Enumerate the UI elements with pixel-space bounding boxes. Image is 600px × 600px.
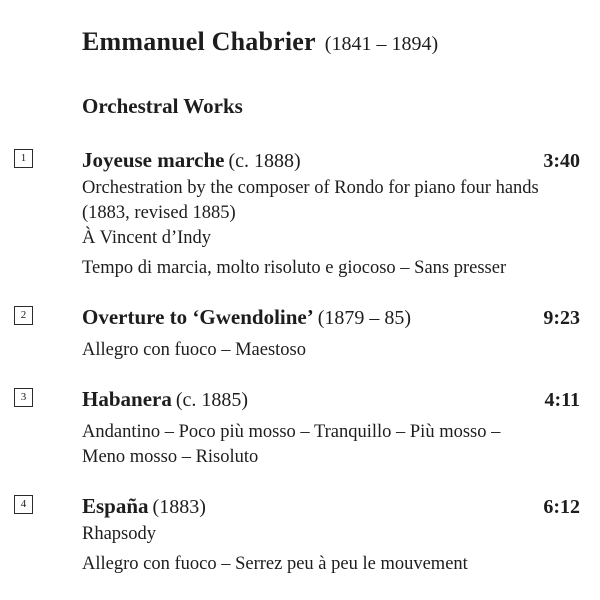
track-tempo-group: [82, 338, 580, 363]
track-title-group: [82, 304, 411, 333]
track-title-group: [82, 386, 248, 415]
track-tempo-group: [82, 552, 580, 577]
track-number-box: [14, 388, 33, 407]
composer-header: [82, 26, 580, 62]
track-tempo-line: Allegro con fuoco – Serrez peu à peu le mouvement: [82, 554, 468, 574]
track-number-box: [14, 495, 33, 514]
track-tempo-group: [82, 420, 580, 470]
track-dedication-line: À Vincent d’Indy: [82, 228, 212, 248]
track-row: [20, 304, 580, 363]
track-description-line: (1883, revised 1885): [82, 203, 236, 223]
track-description-line: Rhapsody: [82, 524, 156, 544]
track-tempo-line: Meno mosso – Risoluto: [82, 447, 259, 467]
track-tempo-line: Allegro con fuoco – Maestoso: [82, 340, 307, 360]
track-tempo-line: Andantino – Poco più mosso – Tranquillo – Più mosso –: [82, 422, 501, 442]
track-title: Habanera: [82, 387, 172, 411]
track-title-row: [82, 304, 580, 333]
track-duration: 9:23: [543, 307, 580, 329]
track-title: Joyeuse marche: [82, 148, 225, 172]
track-number: 3: [20, 391, 27, 403]
track-number: 4: [20, 498, 27, 510]
track-duration: 3:40: [543, 150, 580, 172]
track-description-line: Orchestration by the composer of Rondo for piano four hands: [82, 178, 539, 198]
track-tempo-line: Tempo di marcia, molto risoluto e giocoso – Sans presser: [82, 258, 507, 278]
track-title-note: (1883): [152, 496, 206, 518]
composer-name: Emmanuel Chabrier: [82, 27, 316, 56]
section-title: Orchestral Works: [82, 94, 243, 118]
track-tempo-group: [82, 256, 580, 281]
track-number: 1: [20, 152, 27, 164]
track-title-note: (c. 1888): [228, 150, 301, 172]
track-title-note: (1879 – 85): [317, 307, 412, 329]
track-duration: 4:11: [544, 389, 580, 411]
track-row: [20, 386, 580, 470]
track-title-row: [82, 147, 580, 176]
track-title-group: [82, 147, 301, 176]
track-number-box: [14, 306, 33, 325]
track-title-note: (c. 1885): [175, 389, 249, 411]
track-row: [20, 147, 580, 281]
track-title: España: [82, 494, 149, 518]
track-title-row: [82, 493, 580, 522]
composer-dates: (1841 – 1894): [324, 33, 439, 55]
track-duration: 6:12: [543, 496, 580, 518]
track-title: Overture to ‘Gwendoline’: [82, 305, 314, 329]
track-title-group: [82, 493, 206, 522]
track-number-box: [14, 149, 33, 168]
track-row: [20, 493, 580, 577]
track-number: 2: [20, 309, 27, 321]
track-title-row: [82, 386, 580, 415]
